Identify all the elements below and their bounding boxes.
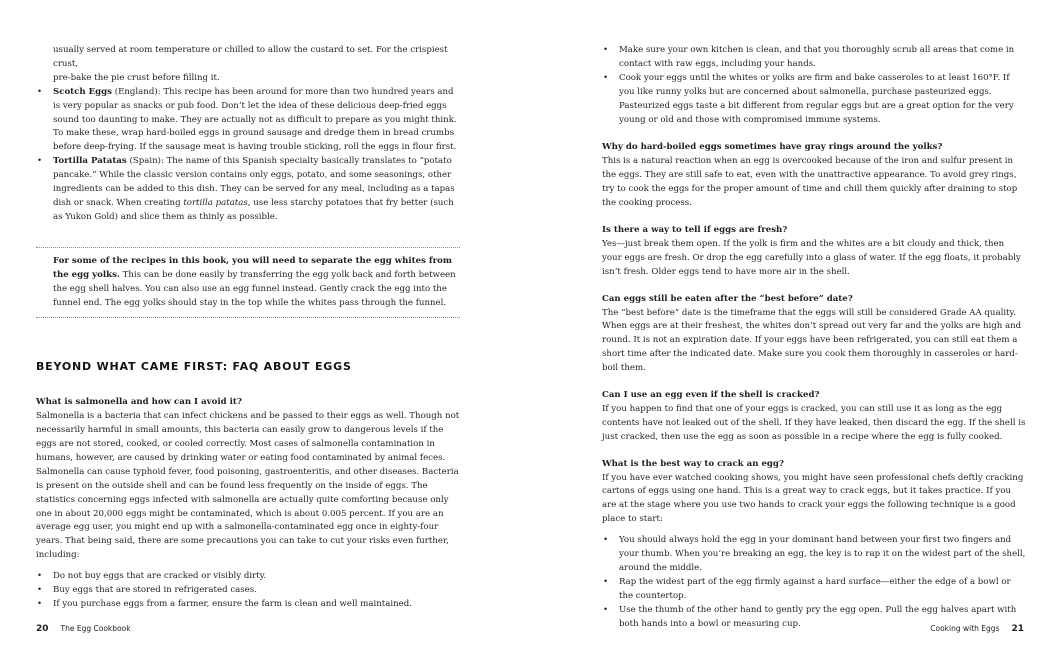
list-item [602,576,1026,604]
dish-italic-name: tortilla patatas [183,197,248,208]
list-item [602,44,1026,72]
dish-term: Tortilla Patatas [53,156,127,167]
bullet-icon: • [37,86,43,97]
list-item [36,598,460,612]
section-title: BEYOND WHAT CAME FIRST: FAQ ABOUT EGGS [36,360,352,374]
cracking-steps-list [602,534,1026,631]
list-item [602,534,1026,576]
regional-egg-dishes-list [36,86,460,225]
left-footer [36,624,131,634]
page-number: 20 [36,624,49,634]
dish-term: Scotch Eggs [53,86,113,97]
faq-question: Why do hard-boiled eggs sometimes have gray rings around the yolks? [602,142,943,153]
list-item-scotch-eggs [36,86,460,156]
tip-body: This can be done easily by transferring the egg yolk back and forth between the egg shell halves. You can also use an egg funnel instead. Gently crack the egg into the funnel end. The egg yolks should stay in the top while the whites pass through the funnel. [53,269,456,308]
running-head: The Egg Cookbook [60,624,131,633]
dish-description: (England): This recipe has been around for more than two hundred years and is very popular as snacks or pub food. Don’t let the idea of these delicious deep-fried eggs sound too daunting to make. They are actually not as difficult to prepare as you might think. To make these, wrap hard-boiled eggs in ground sausage and dredge them in bread crumbs before deep-frying. If the sausage meat is having trouble sticking, roll the eggs in flour first. [53,86,457,153]
dish-description: (Spain): The name of this Spanish specialty basically translates to “potato pancake.” While the classic version contains only eggs, potato, and some seasonings, other ingredients can be added to this dish. They can be served for any meal, including as a tapas dish or snack. When creating [53,156,455,208]
faq-answer: Salmonella is a bacteria that can infect chickens and be passed to their eggs as well. Though not necessarily harmful in small amounts, this bacteria can easily grow to dangerous levels if the eggs are not stored, cooked, or cooled correctly. Most cases of salmonella contamination in humans, however, are caused by drinking water or eating food contaminated by animal feces. Salmonella can cause typhoid fever, food poisoning, gastroenteritis, and other diseases. Bacteria is present on the outside shell and can be found less frequently on the inside of eggs. The statistics concerning eggs infected with salmonella are actually quite comforting because only one in about 20,000 eggs might be contaminated, which is about 0.005 percent. If you are an average egg user, you might end up with a salmonella-contaminated egg once in eighty-four years. That being said, there are some precautions you can take to cut your risks even further, including: [36,411,460,561]
list-item-text: Make sure your own kitchen is clean, and that you thoroughly scrub all areas that come in contact with raw eggs, including your hands. [619,45,1015,69]
dish-description-end: , use less starchy potatoes that fry better (such as Yukon Gold) and slice them as thinly as possible. [53,197,454,222]
faq-question: What is salmonella and how can I avoid it? [36,397,242,408]
faq-answer: This is a natural reaction when an egg is overcooked because of the iron and sulfur present in the eggs. They are still safe to eat, even with the unattractive appearance. To avoid grey rings, try to cook the eggs for the proper amount of time and chill them quickly after draining to stop the cooking process. [602,156,1018,209]
continued-text-line-1: usually served at room temperature or chilled to allow the custard to set. For the crispiest crust, [53,45,448,69]
faq-answer: If you have ever watched cooking shows, you might have seen professional chefs deftly cracking cartons of eggs using one hand. This is a great way to crack eggs, but it takes practice. If you are at the stage where you use two hands to crack your eggs the following technique is a good place to start: [602,472,1024,525]
faq-question: Can I use an egg even if the shell is cracked? [602,390,820,401]
faq-answer: If you happen to find that one of your eggs is cracked, you can still use it as long as the egg contents have not leaked out of the shell. If they have leaked, then discard the egg. If the shell is just cracked, then use the egg as soon as possible in a recipe where the egg is fully cooked. [602,403,1026,442]
bullet-icon: • [603,576,609,587]
list-item-text: Cook your eggs until the whites or yolks are firm and bake casseroles to at least 160°F. If you like runny yolks but are concerned about salmonella, purchase pasteurized eggs. Pasteurized eggs taste a bit different from regular eggs but are a great option for the very young or old and those with compromised immune systems. [619,72,1014,125]
list-item [36,570,460,584]
faq-question: Can eggs still be eaten after the “best before” date? [602,293,853,304]
bullet-icon: • [603,45,609,55]
bullet-icon: • [603,535,609,546]
faq-question: What is the best way to crack an egg? [602,458,784,469]
kitchen-safety-list [602,44,1026,127]
left-column [36,44,460,612]
faq-question: Is there a way to tell if eggs are fresh? [602,224,788,235]
list-item-tortilla-patatas [36,155,460,225]
right-footer [930,624,1024,634]
list-item-text: Do not buy eggs that are cracked or visibly dirty. [53,571,267,582]
bullet-icon: • [37,571,43,582]
running-head: Cooking with Eggs [930,624,1000,633]
faq-answer: Yes—just break them open. If the yolk is firm and the whites are a bit cloudy and thick, then your eggs are fresh. Or drop the egg carefully into a glass of water. If the egg floats, it probably isn’t fresh. Older eggs tend to have more air in the shell. [602,238,1021,277]
continued-text-line-2: pre-bake the pie crust before filling it. [53,72,220,83]
list-item [36,584,460,598]
precautions-list [36,570,460,612]
tip-box [36,247,460,319]
list-item-text: Use the thumb of the other hand to gently pry the egg open. Pull the egg halves apart with both hands into a bowl or measuring cup. [619,604,1017,629]
list-item-text: You should always hold the egg in your dominant hand between your first two fingers and your thumb. When you’re breaking an egg, the key is to rap it on the widest part of the shell, around the middle. [619,535,1026,573]
right-page [530,0,1060,654]
right-column [602,44,1026,632]
list-item [602,72,1026,128]
bullet-icon: • [37,599,43,609]
bullet-icon: • [37,156,43,167]
tip-lead: For some of the recipes in this book, you will need to separate the egg whites from the egg yolks. [53,255,452,280]
list-item-text: Rap the widest part of the egg firmly against a hard surface—either the edge of a bowl or the countertop. [619,576,1011,601]
list-item-text: Buy eggs that are stored in refrigerated cases. [53,585,257,596]
bullet-icon: • [37,585,43,596]
faq-answer: The “best before” date is the timeframe that the eggs will still be considered Grade AA quality. When eggs are at their freshest, the whites don’t spread out very far and the yolks are high and round. It is not an expiration date. If your eggs have been refrigerated, you can still eat them a short time after the indicated date. Make sure you cook them thoroughly in casseroles or hard-boil them. [602,307,1022,374]
page-number: 21 [1011,624,1024,634]
bullet-icon: • [603,604,609,615]
bullet-icon: • [603,72,609,83]
list-item-text: If you purchase eggs from a farmer, ensure the farm is clean and well maintained. [53,599,412,609]
